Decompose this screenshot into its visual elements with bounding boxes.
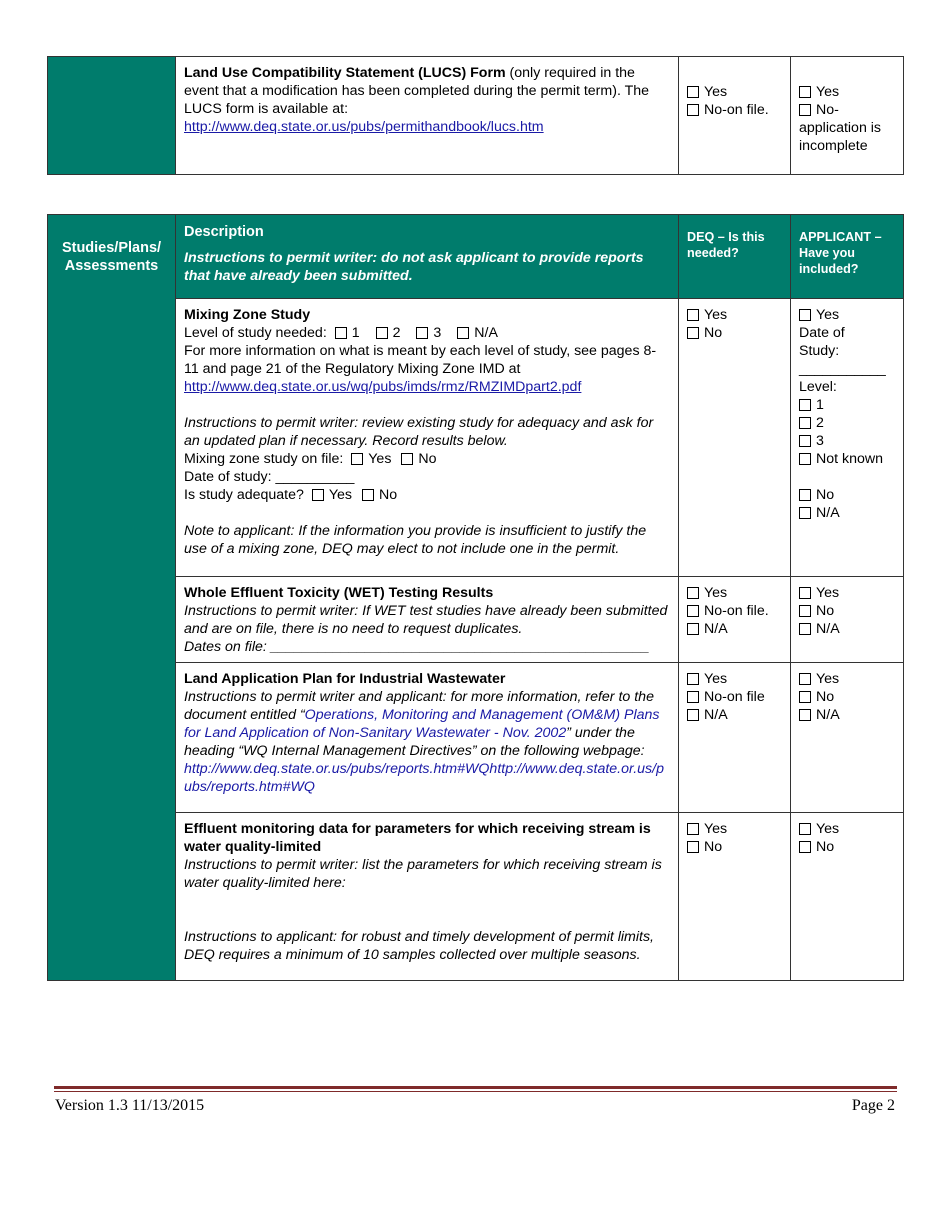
wet-description bbox=[176, 577, 679, 663]
footer-rule-thin bbox=[54, 1091, 897, 1092]
checkbox[interactable] bbox=[799, 453, 811, 465]
lucs-app-yes: Yes bbox=[816, 84, 840, 100]
effluent-applicant-cell: Yes No bbox=[791, 813, 904, 981]
mixing-date-line: Date of study: __________ bbox=[184, 469, 355, 485]
checkbox[interactable] bbox=[376, 327, 388, 339]
checkbox[interactable] bbox=[401, 453, 413, 465]
footer-rule bbox=[54, 1086, 897, 1089]
checkbox[interactable] bbox=[799, 435, 811, 447]
lucs-title: Land Use Compatibility Statement (LUCS) Form bbox=[184, 65, 506, 81]
checkbox[interactable] bbox=[687, 309, 699, 321]
checkbox[interactable] bbox=[799, 709, 811, 721]
checkbox[interactable] bbox=[799, 587, 811, 599]
land-title: Land Application Plan for Industrial Wastewater bbox=[184, 671, 506, 687]
lucs-link[interactable]: http://www.deq.state.or.us/pubs/permithandbook/lucs.htm bbox=[184, 119, 544, 135]
checkbox[interactable] bbox=[799, 309, 811, 321]
studies-side-label: Studies/Plans/ Assessments bbox=[48, 215, 176, 981]
checkbox[interactable] bbox=[416, 327, 428, 339]
mixing-title: Mixing Zone Study bbox=[184, 307, 311, 323]
checkbox[interactable] bbox=[687, 327, 699, 339]
checkbox[interactable] bbox=[312, 489, 324, 501]
checkbox[interactable] bbox=[335, 327, 347, 339]
checkbox[interactable] bbox=[457, 327, 469, 339]
wet-dates: Dates on file: ________________________________________________ bbox=[184, 639, 650, 655]
checkbox[interactable] bbox=[799, 86, 811, 98]
table-row bbox=[48, 577, 904, 663]
checkbox[interactable] bbox=[687, 623, 699, 635]
footer bbox=[55, 1097, 895, 1115]
checkbox[interactable] bbox=[687, 709, 699, 721]
mixing-app-date: Date of Study: bbox=[799, 325, 845, 359]
mixing-on-file-line: Mixing zone study on file: Yes No bbox=[184, 451, 437, 467]
checkbox[interactable] bbox=[799, 417, 811, 429]
studies-table bbox=[47, 214, 904, 981]
header-description-cell bbox=[176, 215, 679, 299]
checkbox[interactable] bbox=[687, 841, 699, 853]
effluent-instructions: Instructions to permit writer: list the parameters for which receiving stream is water quality-limited here: bbox=[184, 857, 662, 891]
checkbox[interactable] bbox=[799, 605, 811, 617]
land-link[interactable]: http://www.deq.state.or.us/pubs/reports.htm#WQhttp://www.deq.state.or.us/pubs/reports.htm#WQ bbox=[184, 761, 664, 795]
checkbox[interactable] bbox=[687, 691, 699, 703]
effluent-description bbox=[176, 813, 679, 981]
mixing-link[interactable]: http://www.deq.state.or.us/wq/pubs/imds/rmz/RMZIMDpart2.pdf bbox=[184, 379, 582, 395]
checkbox[interactable] bbox=[687, 673, 699, 685]
checkbox[interactable] bbox=[687, 605, 699, 617]
land-deq-cell: Yes No-on file N/A bbox=[679, 663, 791, 813]
mixing-note: Note to applicant: If the information you provide is insufficient to justify the use of a mixing zone, DEQ may elect to not include one in the permit. bbox=[184, 523, 647, 557]
checkbox[interactable] bbox=[799, 691, 811, 703]
lucs-description bbox=[176, 57, 679, 175]
header-deq: DEQ – Is this needed? bbox=[679, 215, 791, 299]
checkbox[interactable] bbox=[799, 623, 811, 635]
land-description bbox=[176, 663, 679, 813]
wet-deq-cell: Yes No-on file. N/A bbox=[679, 577, 791, 663]
lucs-deq-cell bbox=[679, 57, 791, 175]
footer-page: Page 2 bbox=[851, 1097, 895, 1114]
lucs-applicant-cell bbox=[791, 57, 904, 175]
wet-applicant-cell: Yes No N/A bbox=[791, 577, 904, 663]
checkbox[interactable] bbox=[687, 587, 699, 599]
mixing-info: For more information on what is meant by each level of study, see pages 8-11 and page 21 of the Regulatory Mixing Zone IMD at bbox=[184, 343, 657, 377]
table-row bbox=[48, 813, 904, 981]
lucs-text: (only required in the event that a modification has been completed during the permit term). The LUCS form is available at: bbox=[184, 65, 650, 117]
mixing-deq-cell: Yes No bbox=[679, 299, 791, 577]
wet-title: Whole Effluent Toxicity (WET) Testing Results bbox=[184, 585, 494, 601]
lucs-app-no: No-application is incomplete bbox=[799, 102, 882, 154]
checkbox[interactable] bbox=[687, 86, 699, 98]
lucs-side-cell bbox=[48, 57, 176, 175]
mixing-app-blank: ___________ bbox=[799, 361, 886, 377]
checkbox[interactable] bbox=[799, 673, 811, 685]
lucs-deq-yes: Yes bbox=[704, 84, 728, 100]
checkbox[interactable] bbox=[362, 489, 374, 501]
checkbox[interactable] bbox=[687, 823, 699, 835]
checkbox[interactable] bbox=[799, 104, 811, 116]
mixing-adequate-line: Is study adequate? Yes No bbox=[184, 487, 398, 503]
land-applicant-cell: Yes No N/A bbox=[791, 663, 904, 813]
effluent-deq-cell: Yes No bbox=[679, 813, 791, 981]
header-applicant: APPLICANT – Have you included? bbox=[791, 215, 904, 299]
mixing-description bbox=[176, 299, 679, 577]
mixing-app-level: Level: bbox=[799, 379, 837, 395]
checkbox[interactable] bbox=[687, 104, 699, 116]
checkbox[interactable] bbox=[799, 823, 811, 835]
checkbox[interactable] bbox=[799, 489, 811, 501]
mixing-levels-line: Level of study needed: 1 2 3 N/A bbox=[184, 325, 498, 341]
header-instructions: Instructions to permit writer: do not ask applicant to provide reports that have already been submitted. bbox=[184, 250, 644, 284]
wet-instructions: Instructions to permit writer: If WET test studies have already been submitted and are on file, there is no need to request duplicates. bbox=[184, 603, 668, 637]
footer-version: Version 1.3 11/13/2015 bbox=[55, 1097, 205, 1114]
checkbox[interactable] bbox=[799, 399, 811, 411]
table-row bbox=[48, 299, 904, 577]
effluent-applicant-instructions: Instructions to applicant: for robust and timely development of permit limits, DEQ requires a minimum of 10 samples collected over multiple seasons. bbox=[184, 929, 654, 963]
header-description: Description bbox=[184, 224, 264, 240]
lucs-table bbox=[47, 56, 904, 175]
checkbox[interactable] bbox=[799, 841, 811, 853]
effluent-title: Effluent monitoring data for parameters for which receiving stream is water quality-limited bbox=[184, 821, 651, 855]
land-doc-title: Operations, Monitoring and Management (OM&M) Plans for Land Application of Non-Sanitary Wastewater - Nov. 2002 bbox=[184, 707, 660, 741]
table-row bbox=[48, 663, 904, 813]
checkbox[interactable] bbox=[351, 453, 363, 465]
land-instructions: Instructions to permit writer and applicant: for more information, refer to the document entitled “Operations, Monitoring and Management (OM&M) Plans for Land Application of Non-Sanitary Wastewater - Nov. 2002” under the heading “WQ Internal Management Directives” on the following webpage: bbox=[184, 689, 660, 759]
checkbox[interactable] bbox=[799, 507, 811, 519]
lucs-deq-no: No-on file. bbox=[704, 102, 769, 118]
mixing-applicant-cell: Yes Date of Study: ___________ Level: 1 2 3 Not known No N/A bbox=[791, 299, 904, 577]
mixing-instructions: Instructions to permit writer: review existing study for adequacy and ask for an updated plan if necessary. Record results below. bbox=[184, 415, 654, 449]
